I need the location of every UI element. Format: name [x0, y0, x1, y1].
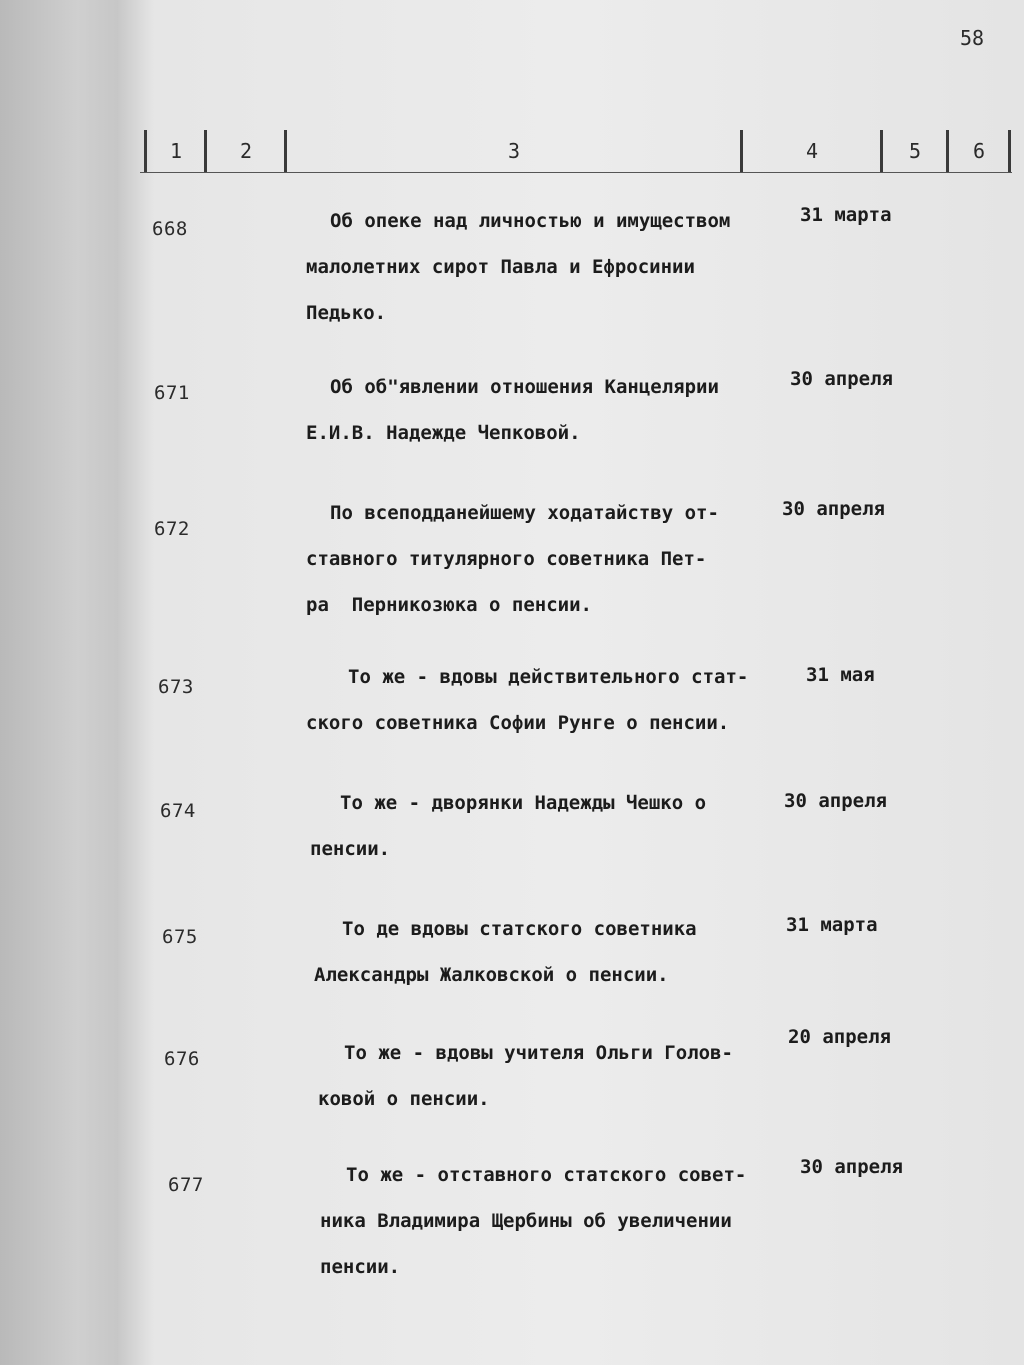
entry-line: То же - вдовы учителя Ольги Голов-	[344, 1042, 733, 1064]
entry-date: 30 апреля	[800, 1156, 903, 1178]
entry-number: 673	[158, 676, 194, 698]
column-header-1: 1	[169, 139, 183, 163]
entry-line: ника Владимира Щербины об увеличении	[320, 1210, 732, 1232]
entry-date: 30 апреля	[784, 790, 887, 812]
entry-description	[306, 490, 719, 628]
column-separator	[740, 130, 743, 172]
entry-date: 30 апреля	[782, 498, 885, 520]
entry-line: малолетних сирот Павла и Ефросинии	[306, 256, 695, 278]
column-header-5: 5	[908, 139, 922, 163]
entry-line: Об об"явлении отношения Канцелярии	[330, 376, 719, 398]
entry-number: 675	[162, 926, 198, 948]
entry-description	[310, 780, 706, 872]
entry-line: То же - дворянки Надежды Чешко о	[340, 792, 707, 814]
page-number: 58	[960, 26, 985, 50]
entry-description	[306, 198, 730, 336]
column-separator	[204, 130, 207, 172]
entry-line: ского советника Софии Рунге о пенсии.	[306, 712, 730, 734]
entry-line: Александры Жалковской о пенсии.	[314, 964, 669, 986]
entry-line: пенсии.	[320, 1256, 401, 1278]
entry-number: 671	[154, 382, 190, 404]
column-separator	[1008, 130, 1011, 172]
column-separator	[144, 130, 147, 172]
entry-line: Е.И.В. Надежде Чепковой.	[306, 422, 581, 444]
column-header-6: 6	[972, 139, 986, 163]
entry-date: 31 марта	[786, 914, 878, 936]
entry-description	[318, 1030, 733, 1122]
entry-description	[314, 906, 697, 998]
entry-date: 30 апреля	[790, 368, 893, 390]
entry-description	[320, 1152, 746, 1290]
entry-line: Педько.	[306, 302, 387, 324]
entry-line: ковой о пенсии.	[318, 1088, 490, 1110]
entry-number: 668	[152, 218, 188, 240]
entry-number: 677	[168, 1174, 204, 1196]
entry-number: 676	[164, 1048, 200, 1070]
entry-line: То де вдовы статского советника	[342, 918, 697, 940]
column-separator	[284, 130, 287, 172]
entry-date: 31 марта	[800, 204, 892, 226]
column-separator	[880, 130, 883, 172]
column-separator	[946, 130, 949, 172]
entry-number: 674	[160, 800, 196, 822]
entry-line: Об опеке над личностью и имуществом	[330, 210, 731, 232]
facing-page-edge	[0, 0, 130, 1365]
column-header	[140, 130, 1012, 173]
entry-line: То же - вдовы действительного стат-	[348, 666, 749, 688]
column-header-2: 2	[239, 139, 253, 163]
column-header-3: 3	[507, 139, 521, 163]
entry-line: ра Перникозюка о пенсии.	[306, 594, 592, 616]
entry-line: ставного титулярного советника Пет-	[306, 548, 707, 570]
entry-line: То же - отставного статского совет-	[346, 1164, 747, 1186]
entry-date: 31 мая	[806, 664, 875, 686]
entry-line: По всеподданейшему ходатайству от-	[330, 502, 719, 524]
entry-description	[306, 654, 748, 746]
entry-number: 672	[154, 518, 190, 540]
entry-date: 20 апреля	[788, 1026, 891, 1048]
entry-line: пенсии.	[310, 838, 391, 860]
column-header-4: 4	[805, 139, 819, 163]
entry-description	[306, 364, 719, 456]
